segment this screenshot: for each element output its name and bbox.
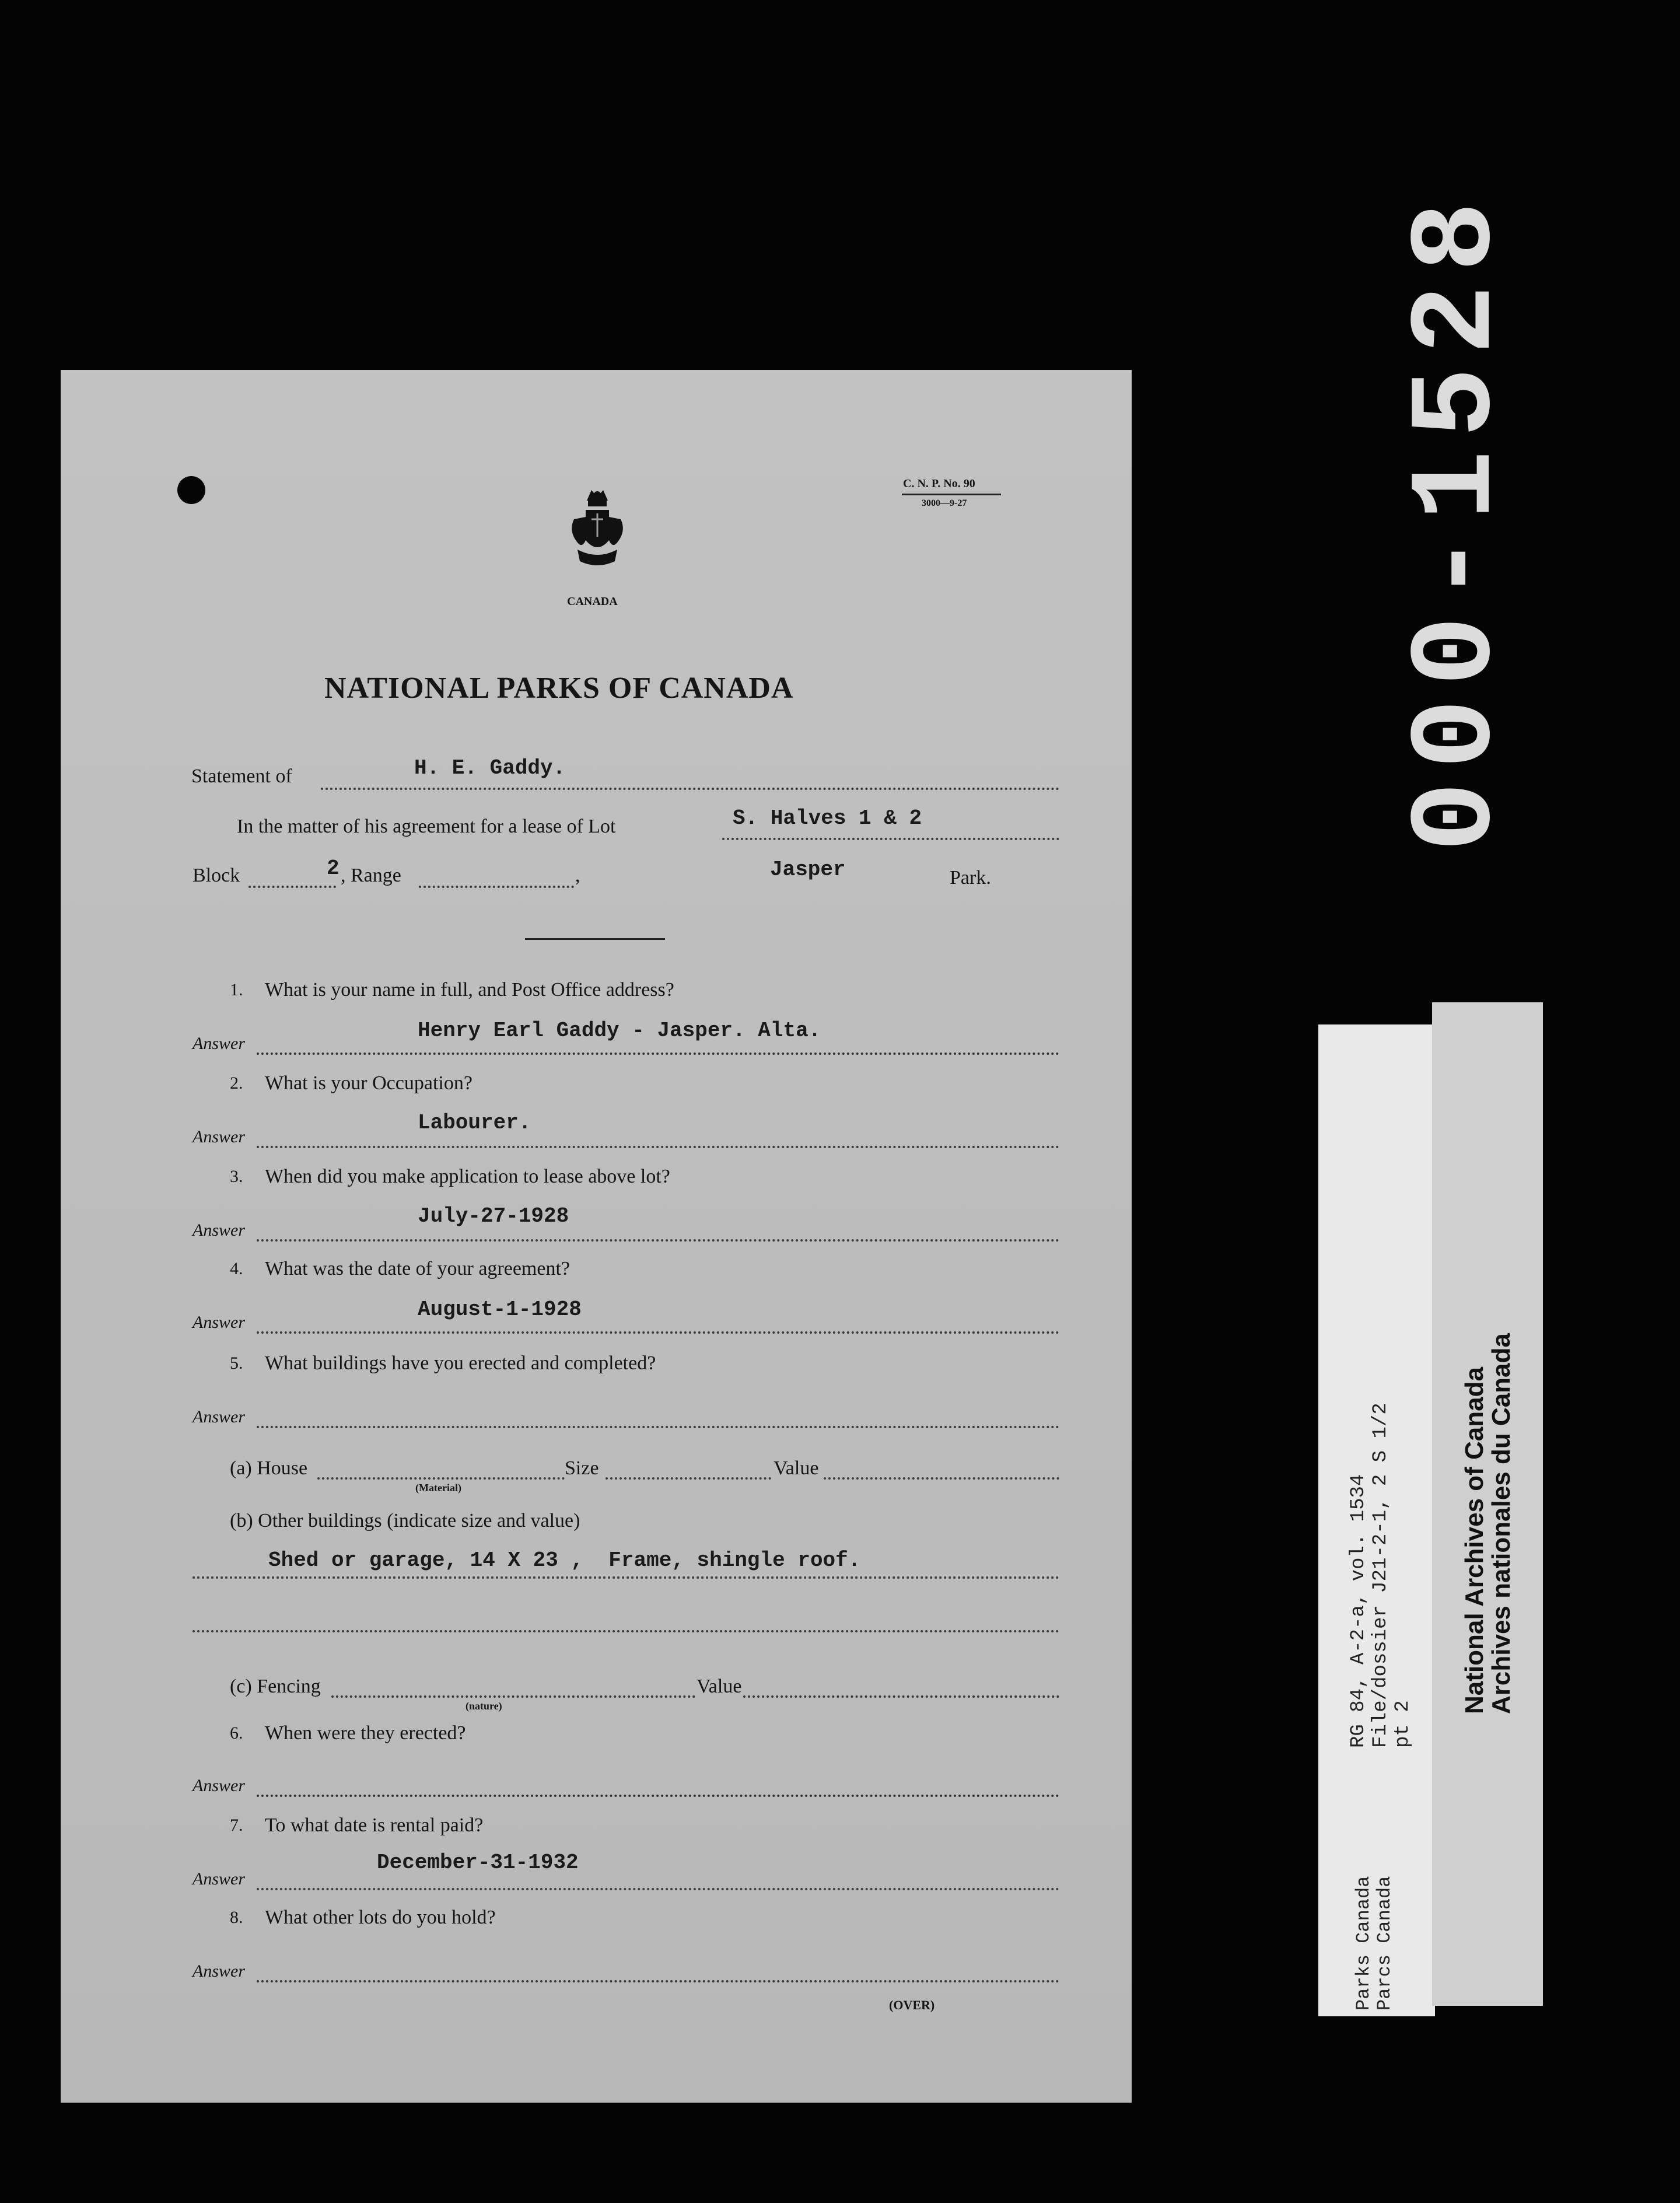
other-buildings-answer: Shed or garage, 14 X 23 , Frame, shingle roof. xyxy=(268,1548,861,1572)
question-2: What is your Occupation? xyxy=(265,1072,473,1094)
question-5: What buildings have you erected and completed? xyxy=(265,1352,656,1374)
other-buildings-label: (b) Other buildings (indicate size and value) xyxy=(230,1510,580,1531)
over-marker: (OVER) xyxy=(889,1998,935,2012)
film-frame-number xyxy=(1392,188,1524,852)
fencing-label: (c) Fencing xyxy=(230,1676,321,1697)
block-label: Block xyxy=(192,865,240,886)
house-material-note: (Material) xyxy=(415,1482,461,1494)
answer-4: August-1-1928 xyxy=(418,1298,582,1321)
answer-label: Answer xyxy=(192,1869,245,1889)
punch-hole xyxy=(177,476,205,504)
form-title: NATIONAL PARKS OF CANADA xyxy=(324,672,794,705)
house-value-label: Value xyxy=(774,1457,819,1479)
question-1: What is your name in full, and Post Office address? xyxy=(265,979,674,1001)
range-label: , Range xyxy=(341,865,401,886)
answer-7: December-31-1932 xyxy=(377,1851,579,1875)
fencing-value-label: Value xyxy=(696,1676,742,1697)
crest-caption: CANADA xyxy=(567,595,618,608)
range-comma: , xyxy=(575,865,580,886)
agency-name-en: Parks Canada xyxy=(1353,1876,1374,2010)
archive-reference: RG 84, A-2-a, vol. 1534 xyxy=(1348,1474,1370,1748)
answer-label: Answer xyxy=(192,1407,245,1426)
answer-2: Labourer. xyxy=(418,1111,531,1135)
answer-label: Answer xyxy=(192,1313,245,1332)
form-number: C. N. P. No. 90 xyxy=(903,477,975,490)
answer-label: Answer xyxy=(192,1034,245,1053)
archive-part: pt 2 xyxy=(1392,1700,1414,1748)
fencing-nature-note: (nature) xyxy=(466,1700,502,1712)
park-value: Jasper xyxy=(770,858,846,882)
answer-label: Answer xyxy=(192,1961,245,1981)
question-7: To what date is rental paid? xyxy=(265,1814,484,1836)
archive-tab xyxy=(1432,1002,1543,2006)
royal-crest-icon xyxy=(562,484,632,589)
answer-label: Answer xyxy=(192,1221,245,1240)
archive-file: File/dossier J21-2-1, 2 S 1/2 xyxy=(1370,1403,1392,1748)
frame-number-text: 000-1528 xyxy=(1392,188,1524,852)
archive-name-en: National Archives of Canada xyxy=(1460,1367,1489,1714)
agency-name-fr: Parcs Canada xyxy=(1374,1876,1395,2010)
archive-name-fr: Archives nationales du Canada xyxy=(1487,1333,1516,1714)
form-page: C. N. P. No. 90 3000—9-27 CANADA NATIONAL PARKS OF CANADA Statement of H. E. Gaddy. In the matter of his agreement for a lease of Lot S. Halves 1 & 2 Block 2 , Range , Jasper Park. 1. What is your name in full, and Post Office address? Answer Henry Earl Gaddy - Jasper. Alta. 2. What is your Occupation? Answer Labourer. 3. When did you make application to lease above lot? Answer July-27-1928 4. What was the date of your agreement? Answer August-1-1928 5. What buildings have you erected and completed? Answer (a) House (Material) Size Value (b) Other buildings (indicate size and value) Shed or garage, 14 X 23 , Frame, shingle roof. (c) Fencing (nature) Value 6. When were they erected? Answer 7. To what date is rental paid? Answer December-31-1932 8. What other lots do you hold? Answer (OVER) xyxy=(61,370,1132,2103)
print-code: 3000—9-27 xyxy=(922,498,967,508)
block-value: 2 xyxy=(327,856,340,880)
house-size-label: Size xyxy=(565,1457,599,1479)
question-6: When were they erected? xyxy=(265,1722,466,1744)
park-label: Park. xyxy=(950,867,991,889)
answer-label: Answer xyxy=(192,1776,245,1795)
statement-value: H. E. Gaddy. xyxy=(414,756,566,780)
question-4: What was the date of your agreement? xyxy=(265,1258,570,1279)
answer-label: Answer xyxy=(192,1127,245,1146)
house-label: (a) House xyxy=(230,1457,308,1479)
answer-3: July-27-1928 xyxy=(418,1204,569,1228)
answer-1: Henry Earl Gaddy - Jasper. Alta. xyxy=(418,1019,821,1043)
archive-label xyxy=(1318,1024,1435,2016)
question-8: What other lots do you hold? xyxy=(265,1907,496,1928)
question-3: When did you make application to lease above lot? xyxy=(265,1166,670,1187)
lot-value: S. Halves 1 & 2 xyxy=(733,806,922,830)
statement-label: Statement of xyxy=(191,765,292,787)
section-divider xyxy=(525,938,665,940)
matter-label: In the matter of his agreement for a lease of Lot xyxy=(237,816,616,837)
